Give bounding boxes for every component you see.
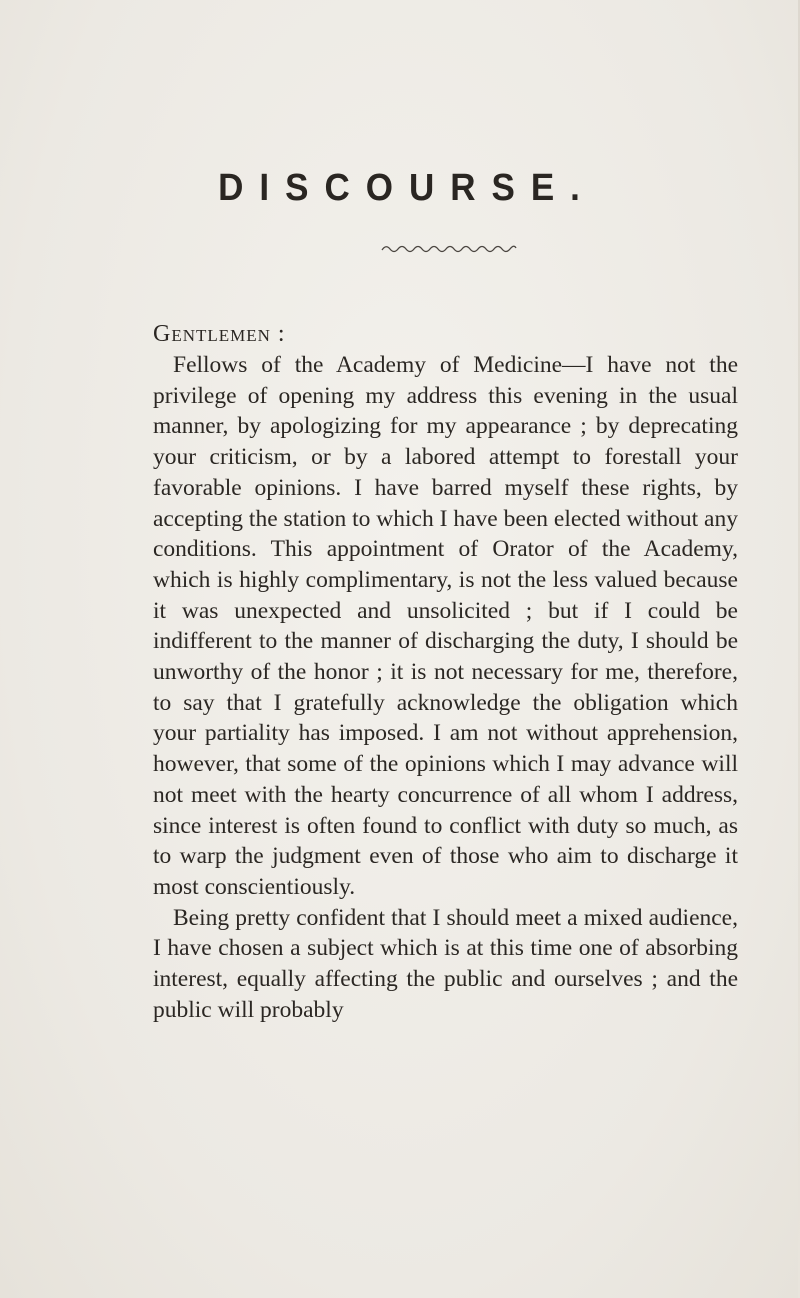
paragraph-1: Fellows of the Academy of Medicine—I have not the privilege of opening my address this evening in the usual manner, by apologizing for my appearance ; by deprecating your criticism, or by a labored attempt to forestall your favorable opinions. I have barred myself these rights, by accepting the station to which I have been elected without any conditions. This appointment of Orator of the Academy, which is highly complimentary, is not the less valued because it was unexpected and unsolicited ; but if I could be indifferent to the manner of discharging the duty, I should be unworthy of the honor ; it is not necessary for me, therefore, to say that I gratefully acknowledge the obligation which your partiality has imposed. I am not without apprehension, however, that some of the opinions which I may advance will not meet with the hearty concurrence of all whom I address, since interest is often found to conflict with duty so much, as to warp the judgment even of those who aim to discharge it most conscientiously. — [153, 352, 738, 900]
paragraph-2: Being pretty confident that I should meet a mixed audience, I have chosen a subject which is at this time one of absorbing interest, equally affecting the public and ourselves ; and the public will probably — [153, 904, 738, 1023]
salutation: Gentlemen : — [153, 321, 286, 347]
body-text — [153, 350, 738, 1025]
page-title: DISCOURSE. — [218, 166, 596, 209]
wavy-rule-ornament — [380, 242, 518, 256]
